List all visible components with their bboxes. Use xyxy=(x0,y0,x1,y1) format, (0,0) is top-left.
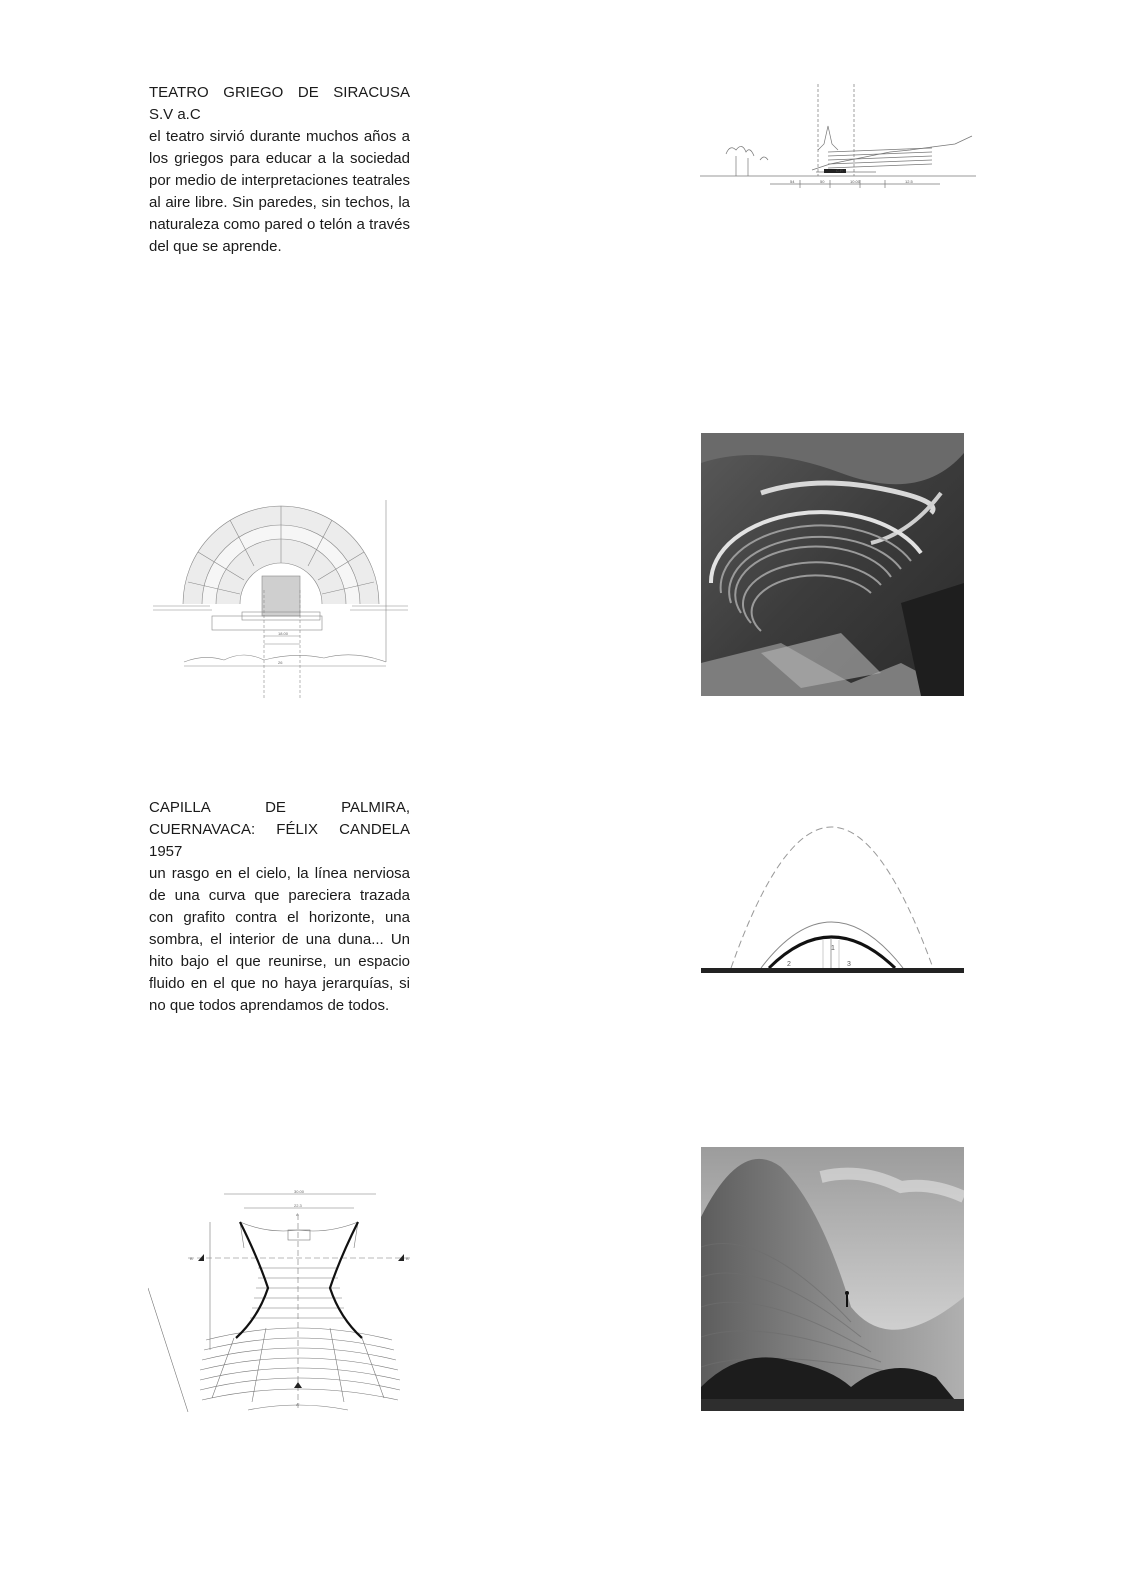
chapel-plan-drawing xyxy=(148,1188,414,1412)
dim-label: 50 xyxy=(820,179,825,184)
dim-label: 54 xyxy=(790,179,795,184)
dim-label: 22.3 xyxy=(294,1203,302,1208)
chapel-section-drawing xyxy=(701,806,964,976)
dim-label: 10.00 xyxy=(850,179,861,184)
section-mark-label: B xyxy=(190,1256,193,1261)
section-body: un rasgo en el cielo, la línea nerviosa de una curva que pareciera trazada con grafito contra el horizonte, una sombra, el interior de una duna... Un hito bajo el que reunirse, un espacio fluido en el que no haya jerarquías, si no que todos aprendamos de todos. xyxy=(149,865,410,1014)
theatre-section-drawing xyxy=(700,84,976,190)
section-body: el teatro sirvió durante muchos años a los griegos para educar a la sociedad por medio de interpretaciones teatrales al aire libre. Sin paredes, sin techos, la naturaleza como pared o telón a través del que se aprende. xyxy=(149,128,410,255)
section-siracusa-text xyxy=(149,82,410,258)
dim-label: 30.00 xyxy=(294,1189,305,1194)
theatre-aerial-photo xyxy=(701,433,964,696)
chapel-photo xyxy=(701,1147,964,1411)
section-date: S.V a.C xyxy=(149,106,201,123)
section-mark-label: A' xyxy=(296,1402,300,1407)
section-palmira-text xyxy=(149,797,410,1017)
section-mark-label: B' xyxy=(406,1256,410,1261)
section-mark-label: A xyxy=(296,1212,299,1217)
dim-label: 18.00 xyxy=(278,631,289,636)
section-label: 2 xyxy=(787,961,791,968)
section-label: 1 xyxy=(831,945,835,952)
dim-label: 26 xyxy=(278,660,283,665)
section-label: 3 xyxy=(847,961,851,968)
dim-label: C.P. xyxy=(836,168,844,173)
dim-label: 12.5 xyxy=(905,179,913,184)
section-title: TEATRO GRIEGO DE SIRACUSA xyxy=(149,84,410,101)
theatre-plan-drawing xyxy=(150,494,412,704)
section-date: 1957 xyxy=(149,843,183,860)
section-title: CAPILLA DE PALMIRA, CUERNAVACA: FÉLIX CANDELA xyxy=(149,799,410,838)
